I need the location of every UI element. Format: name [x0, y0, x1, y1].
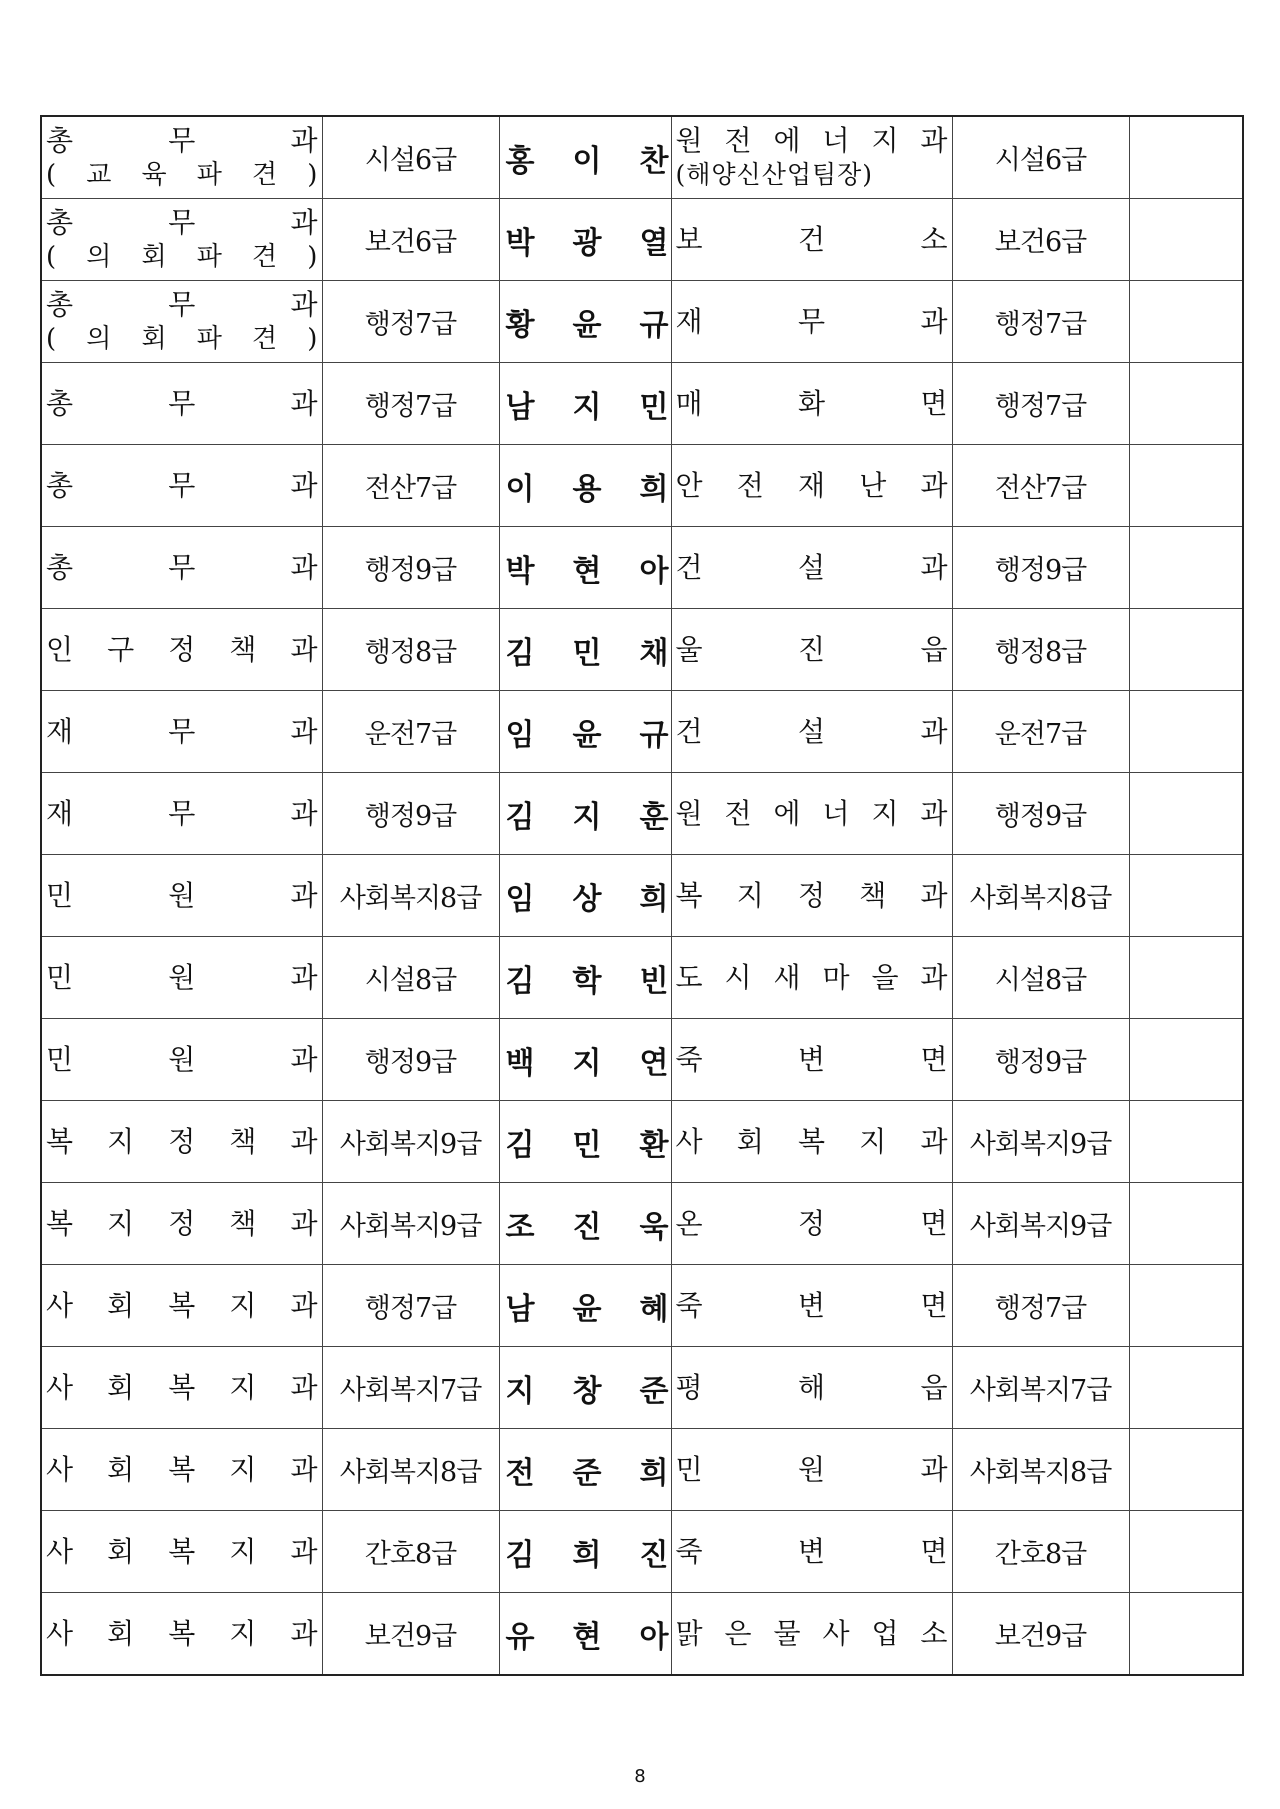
to-department: 맑 은 물 사 업 소 — [675, 1616, 948, 1650]
remarks-cell — [1129, 445, 1243, 527]
employee-name-cell — [499, 1347, 671, 1429]
remarks-cell — [1129, 116, 1243, 199]
from-department-note: ( 의 회 파 견 ) — [46, 241, 318, 272]
from-department-cell — [41, 855, 322, 937]
from-department: 사 회 복 지 과 — [46, 1370, 318, 1404]
employee-name: 박 광 열 — [505, 225, 669, 261]
from-department: 민 원 과 — [46, 960, 318, 994]
remarks-cell — [1129, 527, 1243, 609]
remarks-cell — [1129, 1429, 1243, 1511]
table-row — [41, 855, 1243, 937]
new-grade: 보건9급 — [952, 1593, 1129, 1676]
current-grade: 보건9급 — [322, 1593, 499, 1676]
table-row — [41, 1265, 1243, 1347]
to-department: 죽 변 면 — [675, 1288, 948, 1322]
current-grade: 사회복지7급 — [322, 1347, 499, 1429]
from-department-cell — [41, 1511, 322, 1593]
new-grade: 사회복지8급 — [952, 855, 1129, 937]
employee-name: 조 진 욱 — [505, 1209, 669, 1245]
remarks-cell — [1129, 691, 1243, 773]
remarks-cell — [1129, 281, 1243, 363]
employee-name-cell — [499, 445, 671, 527]
employee-name-cell — [499, 1183, 671, 1265]
employee-name: 남 윤 혜 — [505, 1291, 669, 1327]
current-grade: 운전7급 — [322, 691, 499, 773]
to-department: 복 지 정 책 과 — [675, 878, 948, 912]
from-department-cell — [41, 363, 322, 445]
to-department-cell — [671, 1511, 952, 1593]
from-department-cell — [41, 691, 322, 773]
from-department-note: ( 교 육 파 견 ) — [46, 159, 318, 190]
current-grade: 전산7급 — [322, 445, 499, 527]
from-department-note: ( 의 회 파 견 ) — [46, 323, 318, 354]
to-department-cell — [671, 1019, 952, 1101]
employee-name: 황 윤 규 — [505, 307, 669, 343]
to-department: 안 전 재 난 과 — [675, 468, 948, 502]
personnel-transfer-table — [40, 115, 1244, 1676]
table-row — [41, 773, 1243, 855]
from-department-cell — [41, 937, 322, 1019]
from-department: 총 무 과 — [46, 468, 318, 502]
current-grade: 행정7급 — [322, 363, 499, 445]
employee-name-cell — [499, 116, 671, 199]
to-department-cell — [671, 1265, 952, 1347]
from-department-cell — [41, 773, 322, 855]
employee-name: 전 준 희 — [505, 1455, 669, 1491]
from-department: 사 회 복 지 과 — [46, 1452, 318, 1486]
current-grade: 사회복지8급 — [322, 1429, 499, 1511]
remarks-cell — [1129, 1347, 1243, 1429]
to-department-cell — [671, 773, 952, 855]
table-body — [41, 116, 1243, 1675]
table-row — [41, 691, 1243, 773]
current-grade: 사회복지8급 — [322, 855, 499, 937]
from-department: 복 지 정 책 과 — [46, 1124, 318, 1158]
employee-name: 임 윤 규 — [505, 717, 669, 753]
employee-name: 지 창 준 — [505, 1373, 669, 1409]
new-grade: 행정9급 — [952, 1019, 1129, 1101]
from-department-cell — [41, 281, 322, 363]
remarks-cell — [1129, 1593, 1243, 1676]
employee-name-cell — [499, 1511, 671, 1593]
table-row — [41, 1101, 1243, 1183]
current-grade: 시설8급 — [322, 937, 499, 1019]
to-department-cell — [671, 281, 952, 363]
employee-name-cell — [499, 1265, 671, 1347]
remarks-cell — [1129, 1183, 1243, 1265]
employee-name-cell — [499, 855, 671, 937]
remarks-cell — [1129, 855, 1243, 937]
from-department-cell — [41, 1593, 322, 1676]
from-department-cell — [41, 527, 322, 609]
from-department: 민 원 과 — [46, 878, 318, 912]
to-department-cell — [671, 1183, 952, 1265]
from-department-cell — [41, 199, 322, 281]
employee-name: 남 지 민 — [505, 389, 669, 425]
remarks-cell — [1129, 609, 1243, 691]
to-department: 죽 변 면 — [675, 1042, 948, 1076]
employee-name-cell — [499, 1101, 671, 1183]
to-department-cell — [671, 527, 952, 609]
from-department-cell — [41, 1429, 322, 1511]
current-grade: 간호8급 — [322, 1511, 499, 1593]
employee-name: 임 상 희 — [505, 881, 669, 917]
employee-name: 이 용 희 — [505, 471, 669, 507]
to-department-note: (해양신산업팀장) — [675, 159, 874, 189]
table-row — [41, 527, 1243, 609]
employee-name: 백 지 연 — [505, 1045, 669, 1081]
from-department-cell — [41, 1019, 322, 1101]
to-department: 보 건 소 — [675, 222, 948, 256]
employee-name-cell — [499, 1429, 671, 1511]
to-department: 매 화 면 — [675, 386, 948, 420]
remarks-cell — [1129, 1265, 1243, 1347]
to-department: 건 설 과 — [675, 550, 948, 584]
new-grade: 사회복지9급 — [952, 1101, 1129, 1183]
table-row — [41, 937, 1243, 1019]
new-grade: 전산7급 — [952, 445, 1129, 527]
remarks-cell — [1129, 1019, 1243, 1101]
remarks-cell — [1129, 1511, 1243, 1593]
to-department-cell — [671, 609, 952, 691]
current-grade: 시설6급 — [322, 116, 499, 199]
table-row — [41, 1019, 1243, 1101]
remarks-cell — [1129, 773, 1243, 855]
to-department: 원 전 에 너 지 과 — [675, 796, 948, 830]
table-row — [41, 1429, 1243, 1511]
table-row — [41, 1593, 1243, 1676]
current-grade: 행정7급 — [322, 1265, 499, 1347]
remarks-cell — [1129, 363, 1243, 445]
to-department: 울 진 읍 — [675, 632, 948, 666]
to-department: 죽 변 면 — [675, 1534, 948, 1568]
to-department-cell — [671, 363, 952, 445]
new-grade: 행정7급 — [952, 1265, 1129, 1347]
employee-name-cell — [499, 527, 671, 609]
table-row — [41, 445, 1243, 527]
new-grade: 시설8급 — [952, 937, 1129, 1019]
employee-name: 김 민 환 — [505, 1127, 669, 1163]
from-department: 재 무 과 — [46, 714, 318, 748]
from-department: 사 회 복 지 과 — [46, 1534, 318, 1568]
to-department-cell — [671, 1593, 952, 1676]
current-grade: 행정9급 — [322, 773, 499, 855]
employee-name-cell — [499, 281, 671, 363]
from-department: 복 지 정 책 과 — [46, 1206, 318, 1240]
new-grade: 운전7급 — [952, 691, 1129, 773]
new-grade: 시설6급 — [952, 116, 1129, 199]
employee-name-cell — [499, 937, 671, 1019]
to-department-cell — [671, 1429, 952, 1511]
employee-name: 김 희 진 — [505, 1537, 669, 1573]
from-department-cell — [41, 445, 322, 527]
from-department-cell — [41, 116, 322, 199]
from-department: 총 무 과 — [46, 123, 318, 157]
current-grade: 보건6급 — [322, 199, 499, 281]
employee-name-cell — [499, 1593, 671, 1676]
from-department-cell — [41, 1183, 322, 1265]
current-grade: 사회복지9급 — [322, 1183, 499, 1265]
employee-name: 김 학 빈 — [505, 963, 669, 999]
remarks-cell — [1129, 937, 1243, 1019]
employee-name-cell — [499, 691, 671, 773]
employee-name: 김 지 훈 — [505, 799, 669, 835]
from-department: 인 구 정 책 과 — [46, 632, 318, 666]
employee-name: 홍 이 찬 — [505, 143, 669, 179]
employee-name: 김 민 채 — [505, 635, 669, 671]
current-grade: 행정8급 — [322, 609, 499, 691]
to-department-cell — [671, 199, 952, 281]
employee-name-cell — [499, 199, 671, 281]
from-department-cell — [41, 1347, 322, 1429]
table-row — [41, 1183, 1243, 1265]
from-department: 사 회 복 지 과 — [46, 1288, 318, 1322]
employee-name: 유 현 아 — [505, 1619, 669, 1655]
to-department: 재 무 과 — [675, 304, 948, 338]
to-department: 평 해 읍 — [675, 1370, 948, 1404]
to-department: 원 전 에 너 지 과 — [675, 123, 948, 157]
from-department: 총 무 과 — [46, 386, 318, 420]
to-department: 온 정 면 — [675, 1206, 948, 1240]
to-department-cell — [671, 855, 952, 937]
to-department-cell — [671, 691, 952, 773]
new-grade: 행정7급 — [952, 363, 1129, 445]
current-grade: 행정7급 — [322, 281, 499, 363]
new-grade: 사회복지9급 — [952, 1183, 1129, 1265]
to-department: 건 설 과 — [675, 714, 948, 748]
employee-name-cell — [499, 363, 671, 445]
new-grade: 사회복지7급 — [952, 1347, 1129, 1429]
from-department-cell — [41, 1265, 322, 1347]
table-row — [41, 1347, 1243, 1429]
remarks-cell — [1129, 1101, 1243, 1183]
employee-name-cell — [499, 773, 671, 855]
current-grade: 행정9급 — [322, 527, 499, 609]
table-row — [41, 281, 1243, 363]
to-department-cell — [671, 1101, 952, 1183]
new-grade: 행정7급 — [952, 281, 1129, 363]
to-department-cell — [671, 445, 952, 527]
employee-name-cell — [499, 609, 671, 691]
current-grade: 사회복지9급 — [322, 1101, 499, 1183]
remarks-cell — [1129, 199, 1243, 281]
employee-name: 박 현 아 — [505, 553, 669, 589]
to-department-cell — [671, 937, 952, 1019]
page-number: 8 — [634, 1766, 646, 1787]
employee-name-cell — [499, 1019, 671, 1101]
to-department: 도 시 새 마 을 과 — [675, 960, 948, 994]
to-department: 민 원 과 — [675, 1452, 948, 1486]
from-department: 민 원 과 — [46, 1042, 318, 1076]
new-grade: 행정9급 — [952, 527, 1129, 609]
new-grade: 보건6급 — [952, 199, 1129, 281]
new-grade: 간호8급 — [952, 1511, 1129, 1593]
table-row — [41, 199, 1243, 281]
from-department: 재 무 과 — [46, 796, 318, 830]
table-row — [41, 1511, 1243, 1593]
current-grade: 행정9급 — [322, 1019, 499, 1101]
new-grade: 행정8급 — [952, 609, 1129, 691]
from-department-cell — [41, 609, 322, 691]
to-department-cell — [671, 116, 952, 199]
table-row — [41, 609, 1243, 691]
new-grade: 행정9급 — [952, 773, 1129, 855]
from-department: 총 무 과 — [46, 205, 318, 239]
to-department: 사 회 복 지 과 — [675, 1124, 948, 1158]
from-department: 총 무 과 — [46, 550, 318, 584]
to-department-cell — [671, 1347, 952, 1429]
table-row — [41, 116, 1243, 199]
from-department: 총 무 과 — [46, 287, 318, 321]
from-department-cell — [41, 1101, 322, 1183]
table-row — [41, 363, 1243, 445]
from-department: 사 회 복 지 과 — [46, 1616, 318, 1650]
new-grade: 사회복지8급 — [952, 1429, 1129, 1511]
